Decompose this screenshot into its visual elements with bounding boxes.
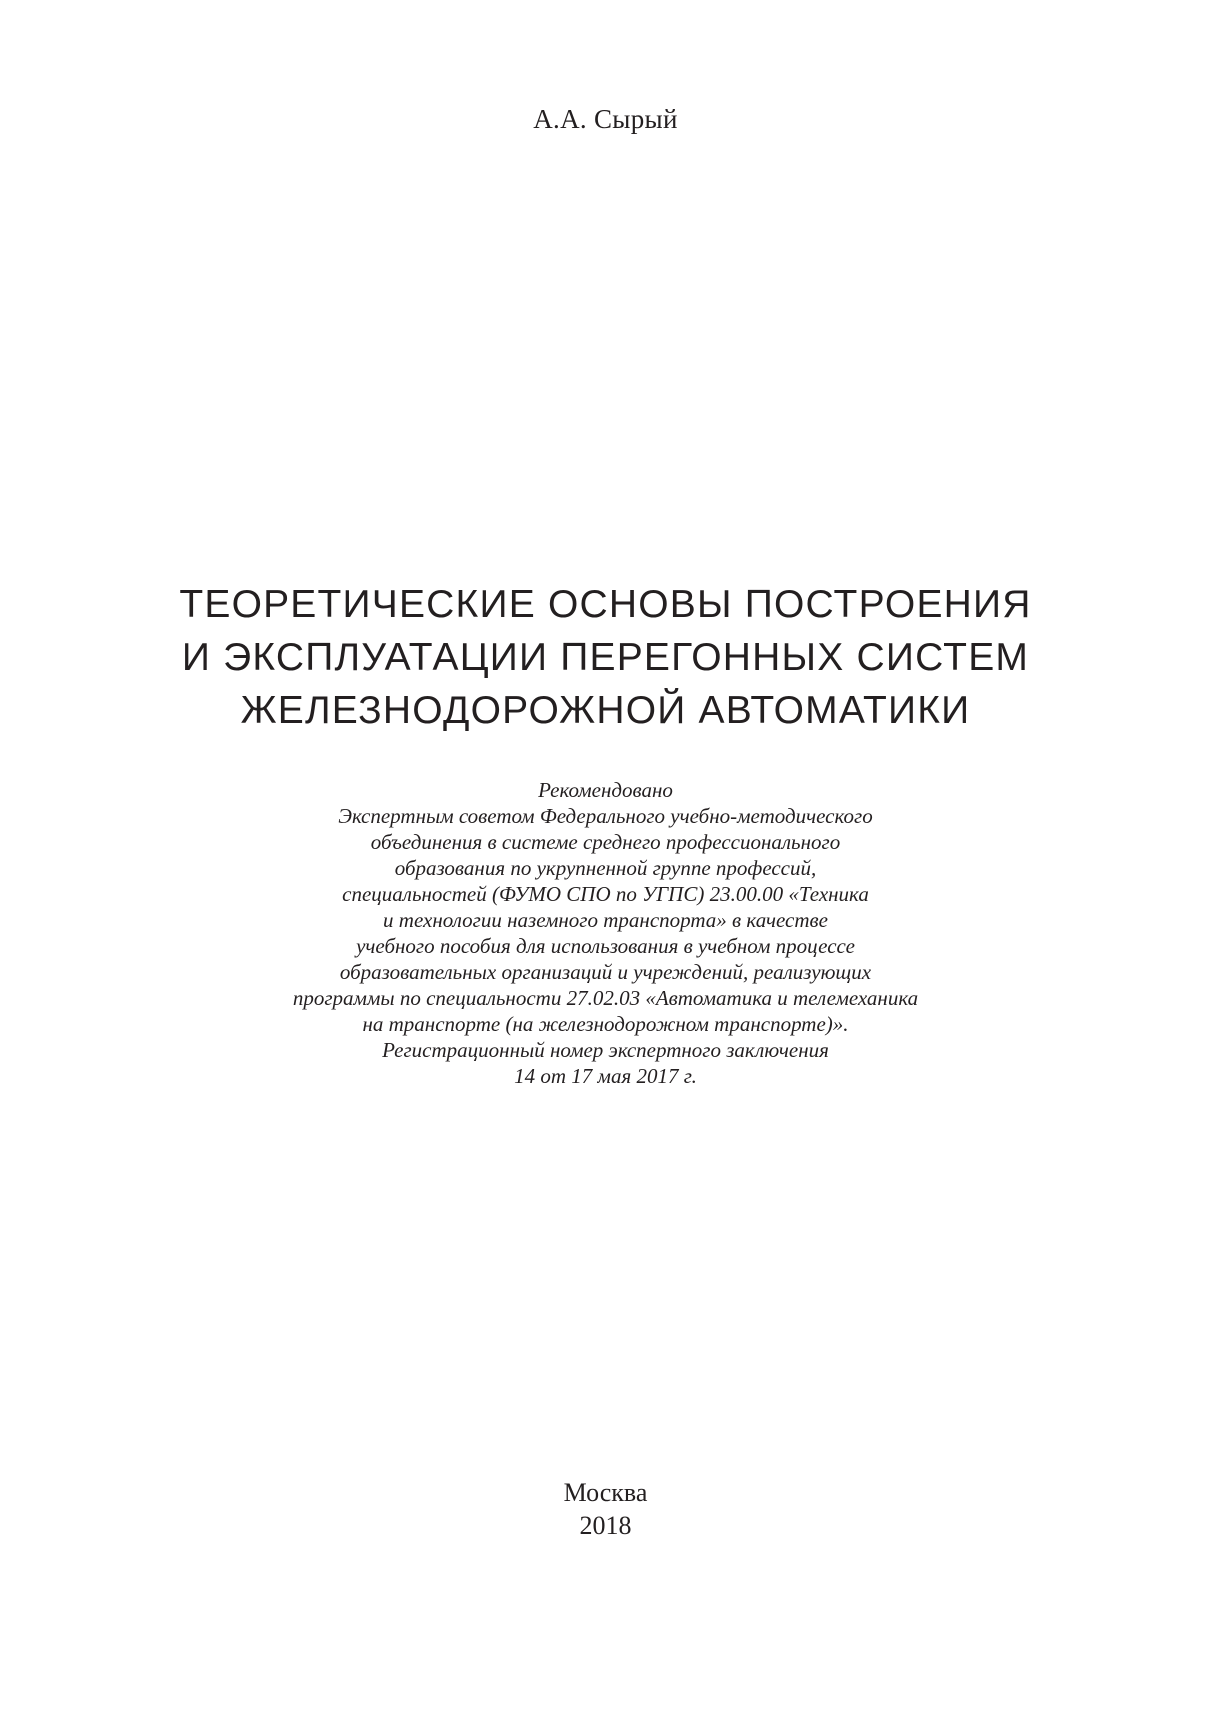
recommendation-line: Экспертным советом Федерального учебно-методического — [338, 804, 873, 828]
recommendation-block — [0, 777, 1211, 1089]
recommendation-line: и технологии наземного транспорта» в качестве — [383, 908, 828, 932]
imprint — [0, 1476, 1211, 1542]
recommendation-line: учебного пособия для использования в учебном процессе — [356, 934, 855, 958]
recommendation-line: образования по укрупненной группе профессий, — [394, 856, 817, 880]
recommendation-line: специальностей (ФУМО СПО по УГПС) 23.00.00 «Техника — [342, 882, 869, 906]
book-title-line: ТЕОРЕТИЧЕСКИЕ ОСНОВЫ ПОСТРОЕНИЯ — [179, 583, 1032, 626]
book-title-line: И ЭКСПЛУАТАЦИИ ПЕРЕГОННЫХ СИСТЕМ — [181, 636, 1030, 679]
imprint-city: Москва — [563, 1478, 648, 1507]
book-title-line: ЖЕЛЕЗНОДОРОЖНОЙ АВТОМАТИКИ — [240, 689, 971, 732]
recommendation-line: Регистрационный номер экспертного заключения — [382, 1038, 829, 1062]
imprint-year: 2018 — [579, 1511, 632, 1540]
book-title — [0, 578, 1211, 737]
recommendation-line: 14 от 17 мая 2017 г. — [514, 1064, 697, 1088]
author-name: А.А. Сырый — [533, 104, 678, 134]
recommendation-line: Рекомендовано — [538, 778, 673, 802]
recommendation-line: на транспорте (на железнодорожном транспорте)». — [362, 1012, 849, 1036]
recommendation-line: программы по специальности 27.02.03 «Автоматика и телемеханика — [292, 986, 919, 1010]
recommendation-line: объединения в системе среднего профессионального — [370, 830, 841, 854]
recommendation-line: образовательных организаций и учреждений, реализующих — [339, 960, 872, 984]
